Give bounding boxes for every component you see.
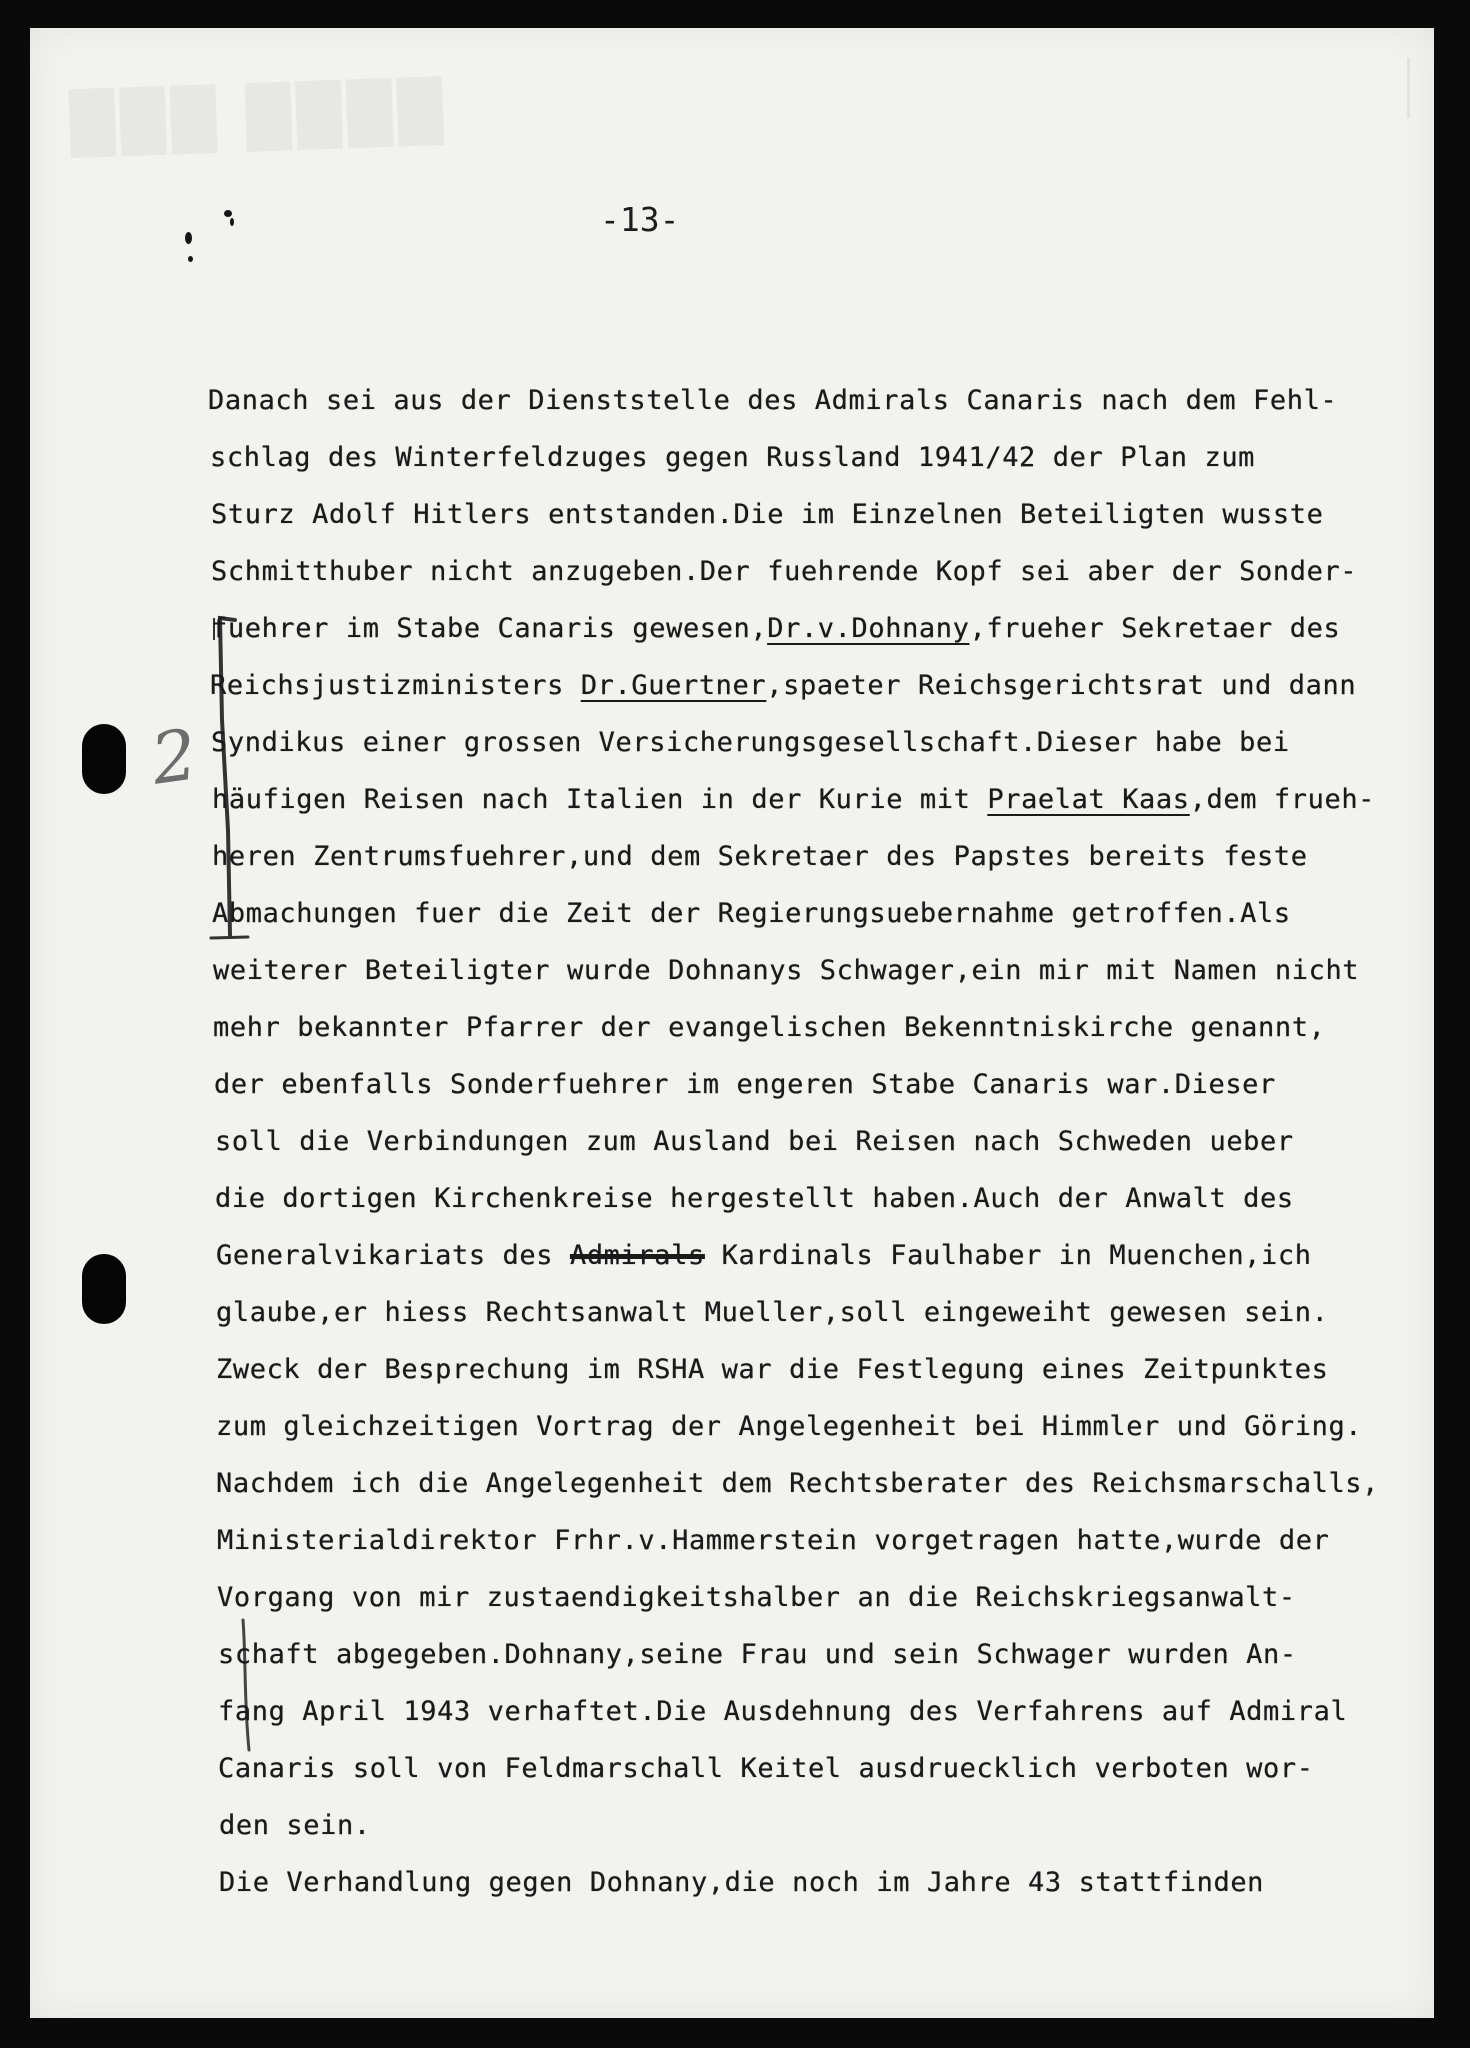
text-segment: heren Zentrumsfuehrer,und dem Sekretaer des Papstes bereits feste bbox=[212, 841, 1308, 872]
text-segment: Ministerialdirektor Frhr.v.Hammerstein vorgetragen hatte,wurde der bbox=[217, 1525, 1330, 1556]
text-segment: fuehrer im Stabe Canaris gewesen, bbox=[211, 613, 768, 644]
text-segment: fang April 1943 verhaftet.Die Ausdehnung des Verfahrens auf Admiral bbox=[218, 1696, 1348, 1727]
text-segment: Generalvikariats des bbox=[216, 1240, 570, 1271]
text-segment: der ebenfalls Sonderfuehrer im engeren Stabe Canaris war.Dieser bbox=[214, 1069, 1276, 1100]
margin-tick-mark bbox=[188, 256, 193, 262]
text-segment: ,dem frueh- bbox=[1189, 784, 1376, 815]
text-line bbox=[219, 1797, 1408, 1854]
text-line bbox=[211, 600, 1408, 657]
text-segment: Reichsjustizministers bbox=[210, 670, 581, 701]
text-line bbox=[215, 1113, 1408, 1170]
text-line bbox=[216, 1227, 1408, 1284]
text-segment: Syndikus einer grossen Versicherungsgesellschaft.Dieser habe bei bbox=[211, 727, 1290, 758]
text-line bbox=[219, 1854, 1408, 1911]
text-line bbox=[218, 1740, 1408, 1797]
text-segment: weiterer Beteiligter wurde Dohnanys Schwager,ein mir mit Namen nicht bbox=[213, 955, 1360, 986]
text-segment: glaube,er hiess Rechtsanwalt Mueller,soll eingeweiht gewesen sein. bbox=[216, 1297, 1329, 1328]
text-segment: Zweck der Besprechung im RSHA war die Festlegung eines Zeitpunktes bbox=[216, 1354, 1329, 1385]
margin-tick-mark bbox=[185, 232, 192, 244]
text-line bbox=[217, 1512, 1408, 1569]
text-segment: ,frueher Sekretaer des bbox=[969, 613, 1341, 644]
text-segment: Schmitthuber nicht anzugeben.Der fuehrende Kopf sei aber der Sonder- bbox=[211, 556, 1358, 587]
margin-tick-mark bbox=[230, 218, 234, 226]
margin-handwritten-mark: 2 bbox=[146, 713, 203, 801]
body-text bbox=[208, 372, 1408, 1911]
text-line bbox=[217, 1569, 1408, 1626]
text-segment: schaft abgegeben.Dohnany,seine Frau und sein Schwager wurden An- bbox=[218, 1639, 1297, 1670]
margin-tick-mark bbox=[224, 210, 232, 217]
bleed-through-text bbox=[69, 76, 450, 157]
text-segment: Canaris soll von Feldmarschall Keitel ausdruecklich verboten wor- bbox=[218, 1753, 1314, 1784]
text-segment: mehr bekannter Pfarrer der evangelischen Bekenntniskirche genannt, bbox=[213, 1012, 1326, 1043]
text-segment: Nachdem ich die Angelegenheit dem Rechtsberater des Reichsmarschalls, bbox=[216, 1468, 1380, 1499]
text-line bbox=[212, 771, 1408, 828]
text-line bbox=[211, 486, 1408, 543]
text-line bbox=[218, 1683, 1408, 1740]
underlined-name: Dr.Guertner bbox=[580, 670, 767, 701]
text-segment: Die Verhandlung gegen Dohnany,die noch im Jahre 43 stattfinden bbox=[219, 1867, 1265, 1898]
text-segment: Kardinals Faulhaber in Muenchen,ich bbox=[704, 1240, 1312, 1271]
text-line bbox=[212, 828, 1408, 885]
text-segment: soll die Verbindungen zum Ausland bei Reisen nach Schweden ueber bbox=[215, 1126, 1294, 1157]
text-line bbox=[211, 714, 1408, 771]
punch-hole-bottom bbox=[82, 1254, 126, 1324]
text-segment: Vorgang von mir zustaendigkeitshalber an die Reichskriegsanwalt- bbox=[217, 1582, 1296, 1613]
page-number: -13- bbox=[600, 200, 680, 239]
text-line bbox=[218, 1626, 1408, 1683]
text-line bbox=[211, 543, 1408, 600]
text-segment: häufigen Reisen nach Italien in der Kurie mit bbox=[212, 784, 988, 815]
text-line bbox=[214, 1056, 1408, 1113]
text-line bbox=[216, 1284, 1408, 1341]
underlined-name: Dr.v.Dohnany bbox=[767, 613, 970, 644]
bleed-through-mark bbox=[1407, 58, 1434, 118]
text-segment: die dortigen Kirchenkreise hergestellt haben.Auch der Anwalt des bbox=[215, 1183, 1294, 1214]
text-segment: zum gleichzeitigen Vortrag der Angelegenheit bei Himmler und Göring. bbox=[216, 1411, 1363, 1442]
text-segment: Abmachungen fuer die Zeit der Regierungsuebernahme getroffen.Als bbox=[212, 898, 1291, 929]
text-line bbox=[215, 1170, 1408, 1227]
text-segment: Danach sei aus der Dienststelle des Admirals Canaris nach dem Fehl- bbox=[208, 385, 1338, 416]
underlined-name: Praelat Kaas bbox=[987, 784, 1190, 815]
text-line bbox=[210, 429, 1408, 486]
text-line bbox=[216, 1398, 1408, 1455]
text-line bbox=[213, 999, 1408, 1056]
text-segment: schlag des Winterfeldzuges gegen Russland 1941/42 der Plan zum bbox=[210, 442, 1256, 473]
text-line bbox=[208, 372, 1408, 429]
text-line bbox=[213, 942, 1408, 999]
text-segment: ,spaeter Reichsgerichtsrat und dann bbox=[766, 670, 1357, 701]
text-line bbox=[210, 657, 1408, 714]
text-segment: den sein. bbox=[219, 1810, 371, 1841]
text-line bbox=[212, 885, 1408, 942]
struck-word: Admirals bbox=[569, 1240, 705, 1271]
punch-hole-top bbox=[82, 724, 126, 794]
text-line bbox=[216, 1341, 1408, 1398]
text-line bbox=[216, 1455, 1408, 1512]
text-segment: Sturz Adolf Hitlers entstanden.Die im Einzelnen Beteiligten wusste bbox=[211, 499, 1324, 530]
